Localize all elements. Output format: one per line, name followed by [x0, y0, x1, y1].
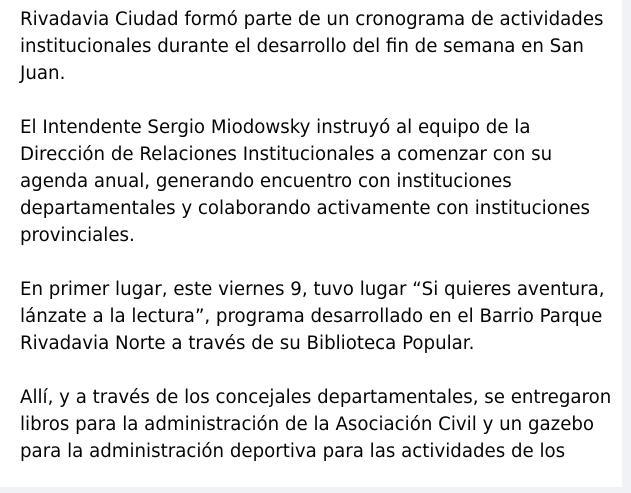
text-line: El Intendente Sergio Miodowsky instruyó al equipo de la — [20, 117, 531, 138]
scrollbar-track[interactable] — [622, 0, 631, 493]
text-line: Allí, y a través de los concejales departamentales, se entregaron — [20, 387, 612, 408]
post-paragraph-2 — [20, 114, 620, 249]
text-line: libros para la administración de la Asociación Civil y un gazebo — [20, 414, 595, 435]
text-line: Dirección de Relaciones Institucionales a comenzar con su — [20, 144, 553, 165]
post-body-text — [20, 6, 620, 492]
text-line: agenda anual, generando encuentro con instituciones — [20, 171, 512, 192]
text-line: Rivadavia Ciudad formó parte de un cronograma de actividades — [20, 9, 604, 30]
text-line: para la administración deportiva para las actividades de los — [20, 441, 566, 462]
post-paragraph-1 — [20, 6, 620, 87]
post-paragraph-3 — [20, 276, 620, 357]
text-line: En primer lugar, este viernes 9, tuvo lugar “Si quieres aventura, — [20, 279, 605, 300]
text-line: provinciales. — [20, 225, 135, 246]
feed-background-strip — [0, 487, 631, 493]
text-line: Juan. — [20, 63, 66, 84]
post-paragraph-4 — [20, 384, 620, 465]
text-line: departamentales y colaborando activamente con instituciones — [20, 198, 591, 219]
text-line: Rivadavia Norte a través de su Biblioteca Popular. — [20, 333, 475, 354]
text-line: institucionales durante el desarrollo del fin de semana en San — [20, 36, 584, 57]
text-line: lánzate a la lectura”, programa desarrollado en el Barrio Parque — [20, 306, 603, 327]
